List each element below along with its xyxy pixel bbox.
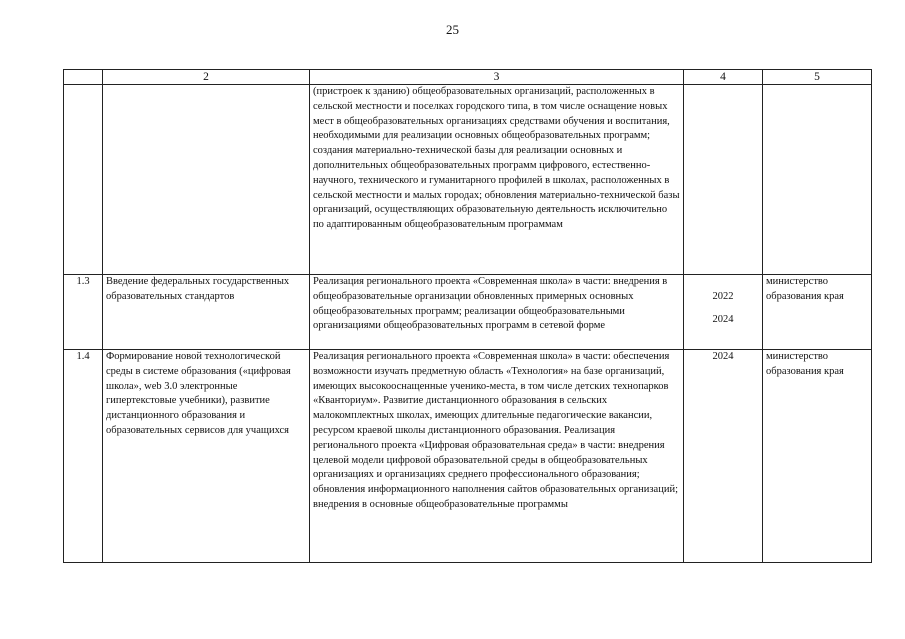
- plan-table: [63, 69, 872, 563]
- row-year: 2024: [684, 350, 763, 563]
- header-col-5: 5: [763, 70, 872, 85]
- row-years: [684, 275, 763, 350]
- row-title: [103, 85, 310, 275]
- row-year-start: 2022: [712, 290, 734, 302]
- row-responsible: министерство образования края: [763, 350, 872, 563]
- row-year: [684, 85, 763, 275]
- header-col-2: 2: [103, 70, 310, 85]
- row-number: [64, 85, 103, 275]
- table-row: [64, 350, 872, 563]
- table-header-row: [64, 70, 872, 85]
- header-col-1: [64, 70, 103, 85]
- header-col-3: 3: [310, 70, 684, 85]
- row-content: Реализация регионального проекта «Современная школа» в части: обеспечения возможности изучать предметную область «Технология» на базе организаций, имеющих высокооснащенные ученико-места, в том числе детских технопарков «Кванториум». Развитие дистанционного образования в сельских малокомплектных школах, имеющих длительные педагогические вакансии, ресурсом краевой школы дистанционного образования. Реализация регионального проекта «Цифровая образовательная среда» в части: внедрения целевой модели цифровой образовательной среды в общеобразовательных организациях и организациях среднего профессионального образования; обновления информационного наполнения сайтов образовательных организаций; внедрения в основные общеобразовательные программы: [310, 350, 684, 563]
- row-content: Реализация регионального проекта «Современная школа» в части: внедрения в общеобразовательные организации обновленных примерных основных общеобразовательных программ; реализации общеобразовательными организациями общеобразовательных программ в сетевой форме: [310, 275, 684, 350]
- row-responsible: [763, 85, 872, 275]
- row-number: 1.3: [64, 275, 103, 350]
- row-content: (пристроек к зданию) общеобразовательных организаций, расположенных в сельской местности и поселках городского типа, в том числе оснащение новых мест в общеобразовательных организациях средствами обучения и воспитания, необходимыми для реализации основных общеобразовательных программ; создания материально-технической базы для реализации основных и дополнительных общеобразовательных программ цифрового, естественно-научного, технического и гуманитарного профилей в школах, расположенных в сельской местности и малых городах; обновления материально-технической базы организаций, осуществляющих образовательную деятельность исключительно по адаптированным общеобразовательным программам: [310, 85, 684, 275]
- header-col-4: 4: [684, 70, 763, 85]
- row-responsible: министерство образования края: [763, 275, 872, 350]
- row-year-end: 2024: [712, 313, 734, 325]
- row-title: Введение федеральных государственных образовательных стандартов: [103, 275, 310, 350]
- table-row: [64, 85, 872, 275]
- row-title: Формирование новой технологической среды в системе образования («цифровая школа», web 3.0 электронные гипертекстовые учебники), развитие дистанционного образования и образовательных сервисов для учащихся: [103, 350, 310, 563]
- row-number: 1.4: [64, 350, 103, 563]
- table-row: [64, 275, 872, 350]
- page-number: 25: [446, 22, 459, 37]
